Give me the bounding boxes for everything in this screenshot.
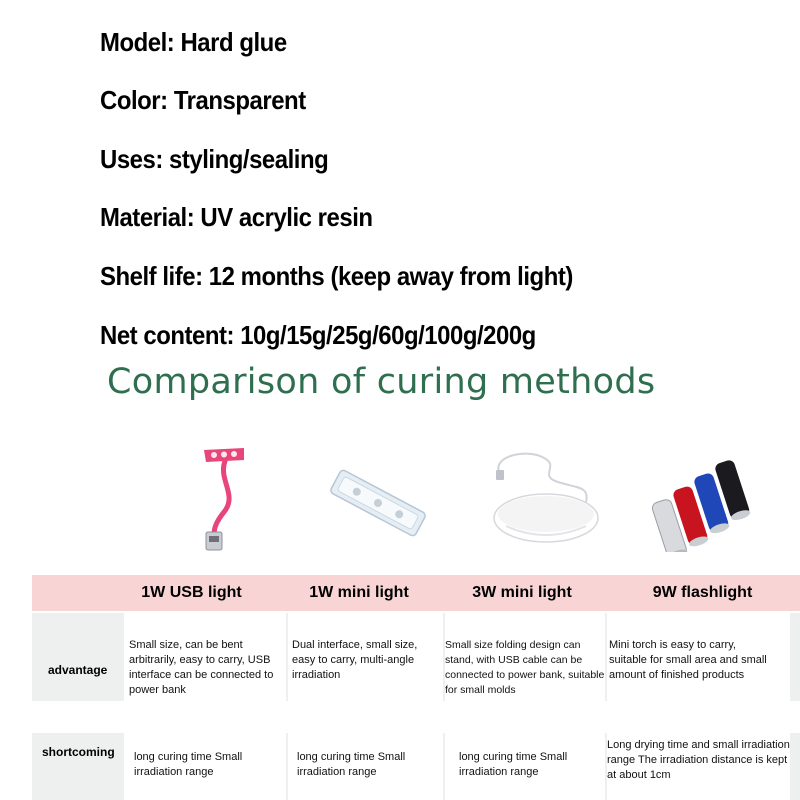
mini-light-icon	[326, 468, 430, 538]
column-header: 3W mini light	[472, 584, 572, 601]
row-label-advantage: advantage	[48, 663, 108, 677]
spec-model: Model: Hard glue	[100, 27, 287, 57]
table-cell: long curing time Small irradiation range	[134, 751, 243, 778]
spec-net-content: Net content: 10g/15g/25g/60g/100g/200g	[100, 320, 536, 350]
usb-light-icon	[190, 440, 260, 555]
table-cell: Long drying time and small irradiation range The irradiation distance is kept at about 1cm	[607, 739, 790, 781]
spec-color: Color: Transparent	[100, 85, 306, 115]
comparison-heading: Comparison of curing methods	[107, 362, 656, 402]
comparison-table	[32, 575, 800, 800]
spec-material: Material: UV acrylic resin	[100, 202, 373, 232]
row-label-shortcoming: shortcoming	[42, 745, 115, 759]
table-cell: long curing time Small irradiation range	[459, 751, 568, 778]
spec-uses: Uses: styling/sealing	[100, 144, 329, 174]
lamp-icon	[488, 446, 603, 546]
column-header: 1W USB light	[141, 584, 242, 601]
table-cell: Mini torch is easy to carry, suitable for small area and small amount of finished products	[609, 639, 767, 681]
table-cell: Small size folding design can stand, with USB cable can be connected to power bank, suitable for small molds	[445, 639, 605, 696]
table-cell: Small size, can be bent arbitrarily, easy to carry, USB interface can be connected to power bank	[129, 639, 274, 696]
flashlight-icon	[652, 460, 756, 552]
spec-shelf-life: Shelf life: 12 months (keep away from light)	[100, 261, 573, 291]
table-cell: Dual interface, small size, easy to carry, multi-angle irradiation	[292, 639, 418, 681]
table-cell: long curing time Small irradiation range	[297, 751, 406, 778]
table-header	[32, 575, 800, 611]
column-header: 9W flashlight	[652, 584, 753, 601]
column-header: 1W mini light	[309, 584, 409, 601]
